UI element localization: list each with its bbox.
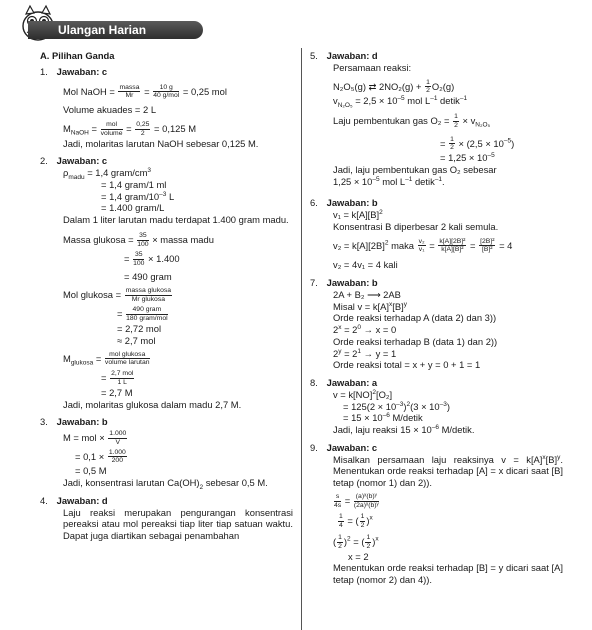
question-2 — [40, 155, 295, 410]
q2-rho-1: $\rho_{madu} = 1,4$ gram/$cm^3$ — [63, 166, 152, 181]
q3-line-3: = 0,5 M — [75, 465, 107, 477]
q2-rho-3: = 1,4 gram/$10^{-3}$ L — [101, 190, 175, 202]
left-column — [40, 50, 295, 542]
q1-conclusion: Jadi, molaritas larutan NaOH sebesar 0,125 M. — [63, 137, 259, 149]
q7-line-6: $2^y = 2^1 \to y = 1$ — [333, 347, 397, 359]
q2-massa-3: = 490 gram — [124, 271, 172, 282]
q7-line-2: Misal $v = k[A]^x[B]^y$ — [333, 300, 407, 312]
q7-line-7: Orde reaksi total = x + y = 0 + 1 = 1 — [333, 359, 481, 371]
q1-line-3: $M_{NaOH}$ = $\frac{\text{mol}}{\text{volume}}$ = $\frac{0,25}{2}$ = 0,125 M — [63, 120, 197, 137]
q3-number: 3. — [40, 416, 48, 428]
right-column — [310, 50, 563, 586]
q5-line-1: Persamaan reaksi: — [333, 61, 412, 73]
q2-M-1: $M_{glukosa}$ = $\frac{\text{mol glukosa}}{\text{volume larutan}}$ — [63, 350, 150, 367]
section-banner: Ulangan Harian — [28, 21, 203, 39]
q4-paragraph: Laju reaksi merupakan pengurangan konsentrasi pereaksi atau mol pereaksi tiap liter tiap satuan waktu. Dapat juga diartikan sebagai penambahan — [63, 506, 293, 541]
q2-mol-1: Mol glukosa = $\frac{\text{massa glukosa}}{\text{Mr glukosa}}$ — [63, 286, 172, 303]
q2-mol-3: = 2,72 mol — [117, 323, 162, 334]
q9-paragraph-2: Menentukan orde reaksi terhadap [B] = y dicari saat [A] tetap (nomor 2) dan 4)). — [333, 562, 563, 586]
q5-conclusion-2: $1,25 \times 10^{-5}$ mol $L^{-1}$ detik$^{-1}$. — [333, 175, 445, 187]
q2-answer: Jawaban: c — [56, 155, 108, 167]
question-8 — [310, 377, 560, 436]
q7-line-3: Orde reaksi terhadap A (data 2) dan 3)) — [333, 312, 497, 324]
q3-conclusion: Jadi, konsentrasi larutan $Ca(OH)_2$ sebesar 0,5 M. — [63, 477, 268, 491]
q2-rho-2: = 1,4 gram/1 ml — [101, 178, 167, 190]
q4-answer: Jawaban: d — [56, 494, 108, 506]
q1-number: 1. — [40, 65, 48, 77]
q1-line-2: Volume akuades = 2 L — [63, 104, 157, 116]
q8-line-3: = $15 \times 10^{-6}$ M/detik — [343, 412, 423, 424]
q2-M-2: = $\frac{\text{2,7 mol}}{1 L}$ — [101, 370, 134, 386]
q6-line-3: $v_2 = k[A][2B]^2$ maka $\frac{\text{v₂}}{\text{v₁}}$ = $\frac{\text{k[A][2B]²}}{\text{k[A][B]²}}$ = $\frac{\text{[2B]²}}{\text{[B]²}}$ = 4 — [333, 237, 513, 254]
question-7 — [310, 277, 560, 371]
q5-laju-2: = $\frac{1}{2}$ × $(2,5 \times 10^{-5})$ — [440, 135, 515, 152]
question-3 — [40, 416, 295, 489]
q9-eq-3: ( $\frac{1}{2}$ )$^2$ = ( $\frac{1}{2}$ )$^x$ — [333, 534, 379, 550]
q2-paragraph: Dalam 1 liter larutan madu terdapat 1.400 gram madu. — [63, 214, 289, 225]
q2-mol-4: ≈ 2,7 mol — [117, 334, 156, 346]
q7-number: 7. — [310, 277, 318, 288]
q8-answer: Jawaban: a — [326, 377, 378, 388]
q7-line-5: Orde reaksi terhadap B (data 1) dan 2)) — [333, 335, 498, 347]
q8-line-1: v = k[NO]$^2$[O₂] — [333, 388, 393, 400]
q2-mol-2: = $\frac{\text{490 gram}}{\text{180 gram/mol}}$ — [117, 306, 168, 323]
question-5 — [310, 50, 560, 187]
q5-equation: N₂O₅(g) ⇄ 2NO₂(g) + $\frac{1}{2}$ O₂(g) — [333, 78, 455, 95]
q6-line-1: $v_1 = k[A][B]^2$ — [333, 209, 383, 221]
q8-line-2: = $125(2 \times 10^{-3})^2(3 \times 10^{-3})$ — [343, 400, 450, 412]
q3-line-2: = 0,1 × $\frac{1.000}{200}$ — [75, 448, 126, 465]
column-divider — [301, 48, 302, 630]
q5-number: 5. — [310, 50, 318, 61]
question-4 — [40, 495, 295, 542]
q9-eq-2: $\frac{1}{4}$ = ( $\frac{1}{2}$ )$^x$ — [339, 513, 373, 530]
q5-laju: Laju pembentukan gas O₂ = $\frac{1}{2}$ × $v_{N_2O_5}$ — [333, 112, 491, 129]
q9-eq-1: $\frac{s}{4s}$ = $\frac{\text{(a)ˣ(b)ʸ}}{\text{(2a)ˣ(b)ʸ}}$ — [334, 492, 379, 509]
q2-M-3: = 2,7 M — [101, 386, 133, 398]
q1-answer: Jawaban: c — [56, 65, 108, 77]
q6-line-2: Konsentrasi B diperbesar 2 kali semula. — [333, 220, 499, 232]
question-9 — [310, 441, 563, 586]
q2-massa-1: Massa glukosa = $\frac{35}{100}$ × massa madu — [63, 231, 214, 248]
q2-rho-4: = 1.400 gram/L — [101, 202, 165, 214]
q2-conclusion: Jadi, molaritas glukosa dalam madu 2,7 M. — [63, 398, 242, 410]
q3-answer: Jawaban: b — [56, 416, 108, 428]
header — [0, 0, 592, 44]
q6-answer: Jawaban: b — [326, 197, 378, 209]
q9-paragraph-1: Misalkan persamaan laju reaksinya $v = k[A]^x[B]^y$. Menentukan orde reaksi terhadap [A] = x dicari saat [B] tetap (nomor 1) dan 2)). — [333, 453, 563, 488]
q7-line-1: 2A + B₂ ⟶ 2AB — [333, 288, 401, 300]
q6-number: 6. — [310, 197, 318, 209]
q8-conclusion: Jadi, laju reaksi $15 \times 10^{-6}$ M/detik. — [333, 423, 475, 435]
q1-line-1: Mol NaOH = $\frac{\text{massa}}{Mr}$ = $\frac{10 g}{\text{40 g/mol}}$ = 0,25 mol — [63, 83, 227, 100]
question-1 — [40, 66, 295, 150]
q9-answer: Jawaban: c — [326, 441, 378, 453]
q7-answer: Jawaban: b — [326, 277, 378, 288]
q5-laju-3: = $1,25 \times 10^{-5}$ — [440, 152, 495, 164]
q7-line-4: $2^x = 2^0 \to x = 0$ — [333, 323, 397, 335]
q8-number: 8. — [310, 377, 318, 388]
q2-number: 2. — [40, 155, 48, 167]
q6-line-4: v₂ = 4v₁ = 4 kali — [333, 259, 398, 271]
q3-line-1: M = mol × $\frac{1.000}{V}$ — [63, 430, 127, 446]
q5-answer: Jawaban: d — [326, 50, 378, 61]
q4-number: 4. — [40, 494, 48, 506]
q9-number: 9. — [310, 441, 318, 453]
q2-massa-2: = $\frac{35}{100}$ × 1.400 — [124, 251, 180, 268]
question-6 — [310, 197, 560, 271]
q5-conclusion-1: Jadi, laju pembentukan gas O₂ sebesar — [333, 163, 497, 175]
q5-v: $v_{N_2O_5} = 2,5 \times 10^{-5}$ mol $L^{-1}$ detik$^{-1}$ — [333, 95, 468, 109]
section-title: A. Pilihan Ganda — [40, 50, 115, 61]
q9-x: x = 2 — [348, 550, 369, 562]
